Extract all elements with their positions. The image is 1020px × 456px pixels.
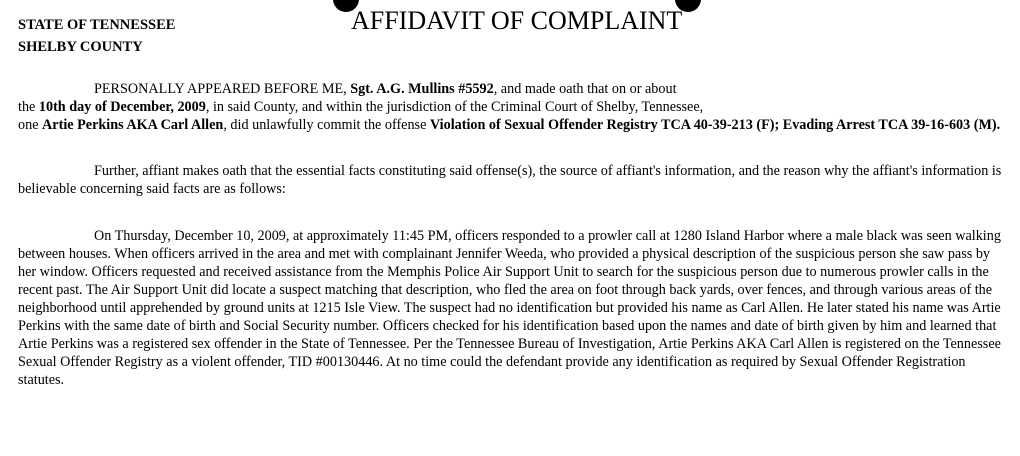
county-name: SHELBY COUNTY <box>18 39 143 55</box>
defendant-name: Artie Perkins AKA Carl Allen <box>42 117 224 133</box>
the-text: the <box>18 99 39 115</box>
appearance-text: PERSONALLY APPEARED BEFORE ME, <box>94 81 351 97</box>
oath-text: , and made oath that on or about <box>493 81 677 97</box>
jurisdiction-text: , in said County, and within the jurisdiction of the Criminal Court of Shelby, Tennessee, <box>205 99 704 115</box>
narrative-paragraph <box>18 227 1004 389</box>
jurisdiction-header <box>18 14 175 58</box>
narrative-text: On Thursday, December 10, 2009, at approximately 11:45 PM, officers responded to a prowler call at 1280 Island Harbor where a male black was seen walking between houses. When officers arrived in the area and met with complainant Jennifer Weeda, who provided a physical description of the suspicious person she saw pass by her window. Officers requested and received assistance from the Memphis Police Air Support Unit to search for the suspicious person due to numerous prowler calls in the recent past. The Air Support Unit did locate a suspect matching that description, who fled the area on foot through back yards, over fences, and through various areas of the neighborhood until apprehended by ground units at 1215 Isle View. The suspect had no identification but provided his name as Carl Allen. He later stated his name was Artie Perkins with the same date of birth and Social Security number. Officers checked for his identification based upon the names and date of birth given by him and learned that Artie Perkins was a registered sex offender in the State of Tennessee. Per the Tennessee Bureau of Investigation, Artie Perkins AKA Carl Allen is registered on the Tennessee Sexual Offender Registry as a violent offender, TID #00130446. At no time could the defendant provide any identification as required by Sexual Offender Registration statutes. <box>18 228 1001 388</box>
one-text: one <box>18 117 43 133</box>
basis-paragraph <box>18 162 1004 198</box>
offense-description: Violation of Sexual Offender Registry TCA 40-39-213 (F); Evading Arrest TCA 39-16-603 (M). <box>429 117 1001 133</box>
appearance-paragraph <box>18 80 1004 134</box>
state-name: STATE OF TENNESSEE <box>18 17 176 33</box>
commit-text: , did unlawfully commit the offense <box>223 117 430 133</box>
basis-text: Further, affiant makes oath that the essential facts constituting said offense(s), the source of affiant's information, and the reason why the affiant's information is believable concerning said facts are as follows: <box>18 163 1002 197</box>
officer-name: Sgt. A.G. Mullins #5592 <box>350 81 494 97</box>
offense-date: 10th day of December, 2009 <box>38 99 206 115</box>
document-title: AFFIDAVIT OF COMPLAINT <box>351 6 683 35</box>
